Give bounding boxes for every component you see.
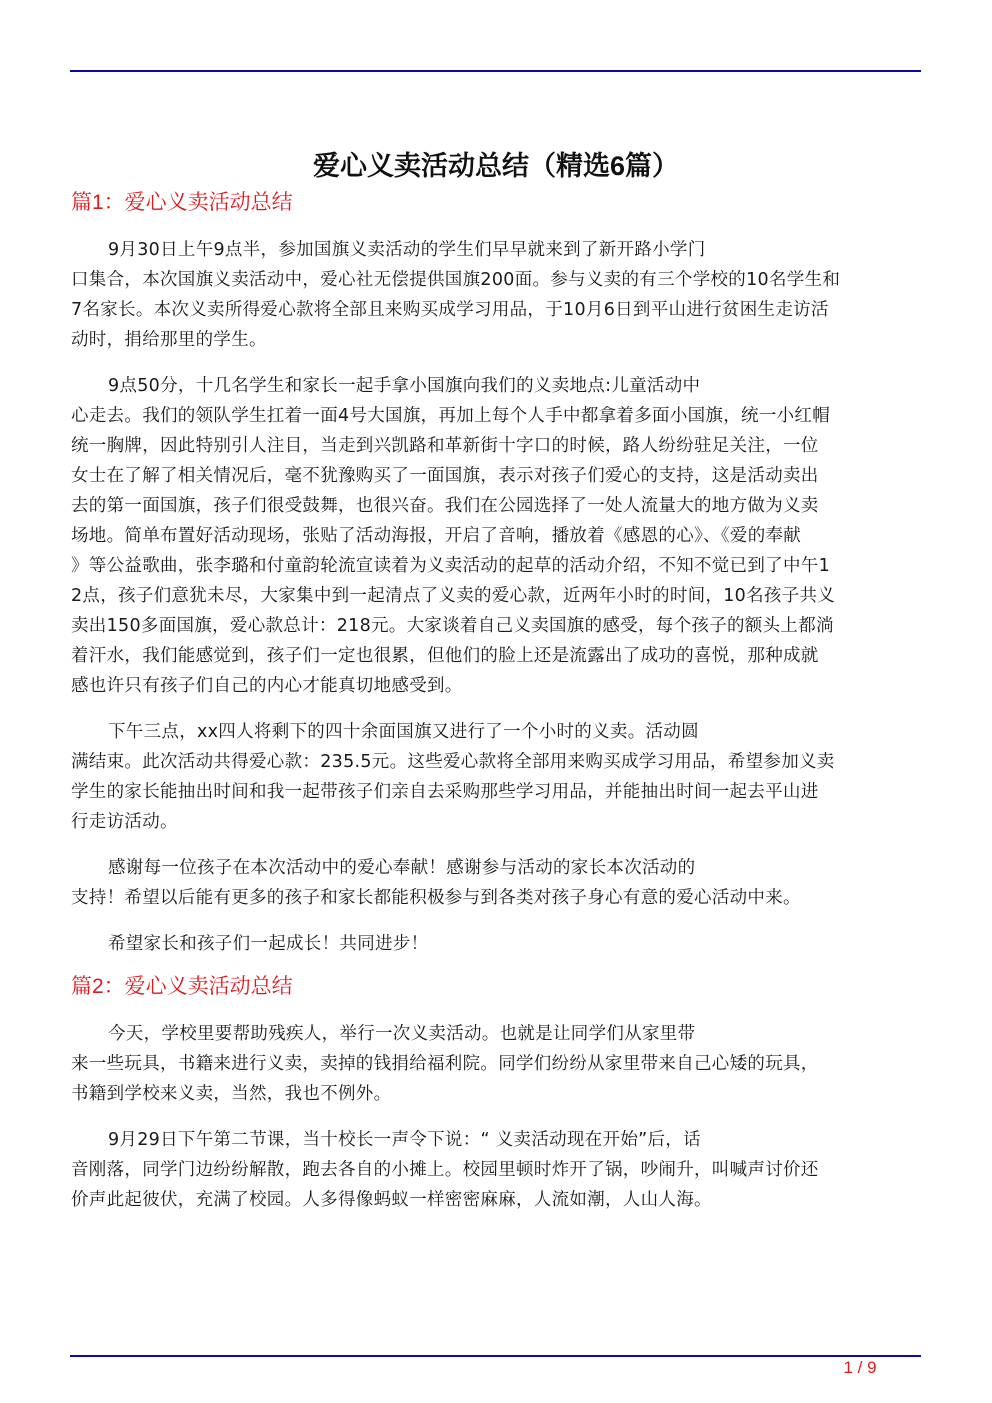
paragraph: [71, 235, 921, 355]
text-line: 场地。简单布置好活动现场，张贴了活动海报，开启了音响，播放着《感恩的心》、《爱的奉献: [71, 526, 802, 546]
paragraph: [71, 717, 921, 837]
section-heading: 篇1：爱心义卖活动总结: [71, 191, 293, 214]
text-line: 卖出150多面国旗，爱心款总计：218元。大家谈着自己义卖国旗的感受，每个孩子的额头上都淌: [71, 616, 834, 636]
text-line: 书籍到学校来义卖，当然，我也不例外。: [71, 1084, 392, 1104]
paragraph: [71, 1019, 921, 1109]
text-line: 2点，孩子们意犹未尽，大家集中到一起清点了义卖的爱心款，近两年小时的时间，10名孩子共义: [71, 586, 836, 606]
page-title: 爱心义卖活动总结（精选6篇）: [312, 151, 679, 182]
text-line: 支持！希望以后能有更多的孩子和家长都能积极参与到各类对孩子身心有意的爱心活动中来。: [71, 888, 801, 908]
text-line: 女士在了解了相关情况后，毫不犹豫购买了一面国旗，表示对孩子们爱心的支持，这是活动卖出: [71, 466, 819, 486]
header-rule: [70, 70, 921, 72]
text-line: 满结束。此次活动共得爱心款：235.5元。这些爱心款将全部用来购买成学习用品，希望参加义卖: [71, 752, 835, 772]
text-line: 》等公益歌曲，张李璐和付童韵轮流宣读着为义卖活动的起草的活动介绍，不知不觉已到了中午1: [71, 556, 831, 576]
text-line: 9点50分，十几名学生和家长一起手拿小国旗向我们的义卖地点:儿童活动中: [108, 376, 701, 396]
text-line: 感谢每一位孩子在本次活动中的爱心奉献！感谢参与活动的家长本次活动的: [108, 858, 696, 878]
text-line: 着汗水，我们能感觉到，孩子们一定也很累，但他们的脸上还是流露出了成功的喜悦，那种成就: [71, 646, 819, 666]
text-line: 行走访活动。: [71, 812, 178, 832]
text-line: 价声此起彼伏，充满了校园。人多得像蚂蚁一样密密麻麻，人流如潮，人山人海。: [71, 1190, 712, 1210]
text-line: 下午三点，xx四人将剩下的四十余面国旗又进行了一个小时的义卖。活动圆: [108, 722, 699, 742]
paragraph: [71, 853, 921, 913]
text-line: 口集合，本次国旗义卖活动中，爱心社无偿提供国旗200面。参与义卖的有三个学校的10名学生和: [71, 270, 841, 290]
page-number: 1 / 9: [843, 1358, 877, 1377]
text-line: 学生的家长能抽出时间和我一起带孩子们亲自去采购那些学习用品，并能抽出时间一起去平山进: [71, 782, 819, 802]
text-line: 今天，学校里要帮助残疾人，举行一次义卖活动。也就是让同学们从家里带: [108, 1024, 696, 1044]
text-line: 统一胸牌，因此特别引人注目，当走到兴凯路和革新街十字口的时候，路人纷纷驻足关注，一位: [71, 436, 819, 456]
section-heading: 篇2：爱心义卖活动总结: [71, 975, 293, 998]
text-line: 9月30日上午9点半，参加国旗义卖活动的学生们早早就来到了新开路小学门: [108, 240, 706, 260]
text-line: 来一些玩具，书籍来进行义卖，卖掉的钱捐给福利院。同学们纷纷从家里带来自己心矮的玩具，: [71, 1054, 819, 1074]
paragraph: [71, 1125, 921, 1215]
text-line: 9月29日下午第二节课，当十校长一声令下说：“ 义卖活动现在开始”后，话: [108, 1130, 701, 1150]
text-line: 心走去。我们的领队学生扛着一面4号大国旗，再加上每个人手中都拿着多面小国旗，统一小红帽: [71, 406, 831, 426]
text-line: 音刚落，同学门边纷纷解散，跑去各自的小摊上。校园里顿时炸开了锅，吵闹升，叫喊声讨价还: [71, 1160, 819, 1180]
text-line: 7名家长。本次义卖所得爱心款将全部且来购买成学习用品，于10月6日到平山进行贫困生走访活: [71, 300, 829, 320]
document-body: [71, 185, 921, 1215]
section-2: [71, 969, 921, 1215]
text-line: 动时，捐给那里的学生。: [71, 330, 267, 350]
paragraph: [71, 929, 921, 959]
section-1: [71, 185, 921, 959]
text-line: 感也许只有孩子们自己的内心才能真切地感受到。: [71, 676, 463, 696]
paragraph: [71, 371, 921, 701]
footer-rule: [70, 1355, 921, 1357]
text-line: 希望家长和孩子们一起成长！共同进步！: [108, 934, 429, 954]
text-line: 去的第一面国旗，孩子们很受鼓舞，也很兴奋。我们在公园选择了一处人流量大的地方做为义卖: [71, 496, 819, 516]
